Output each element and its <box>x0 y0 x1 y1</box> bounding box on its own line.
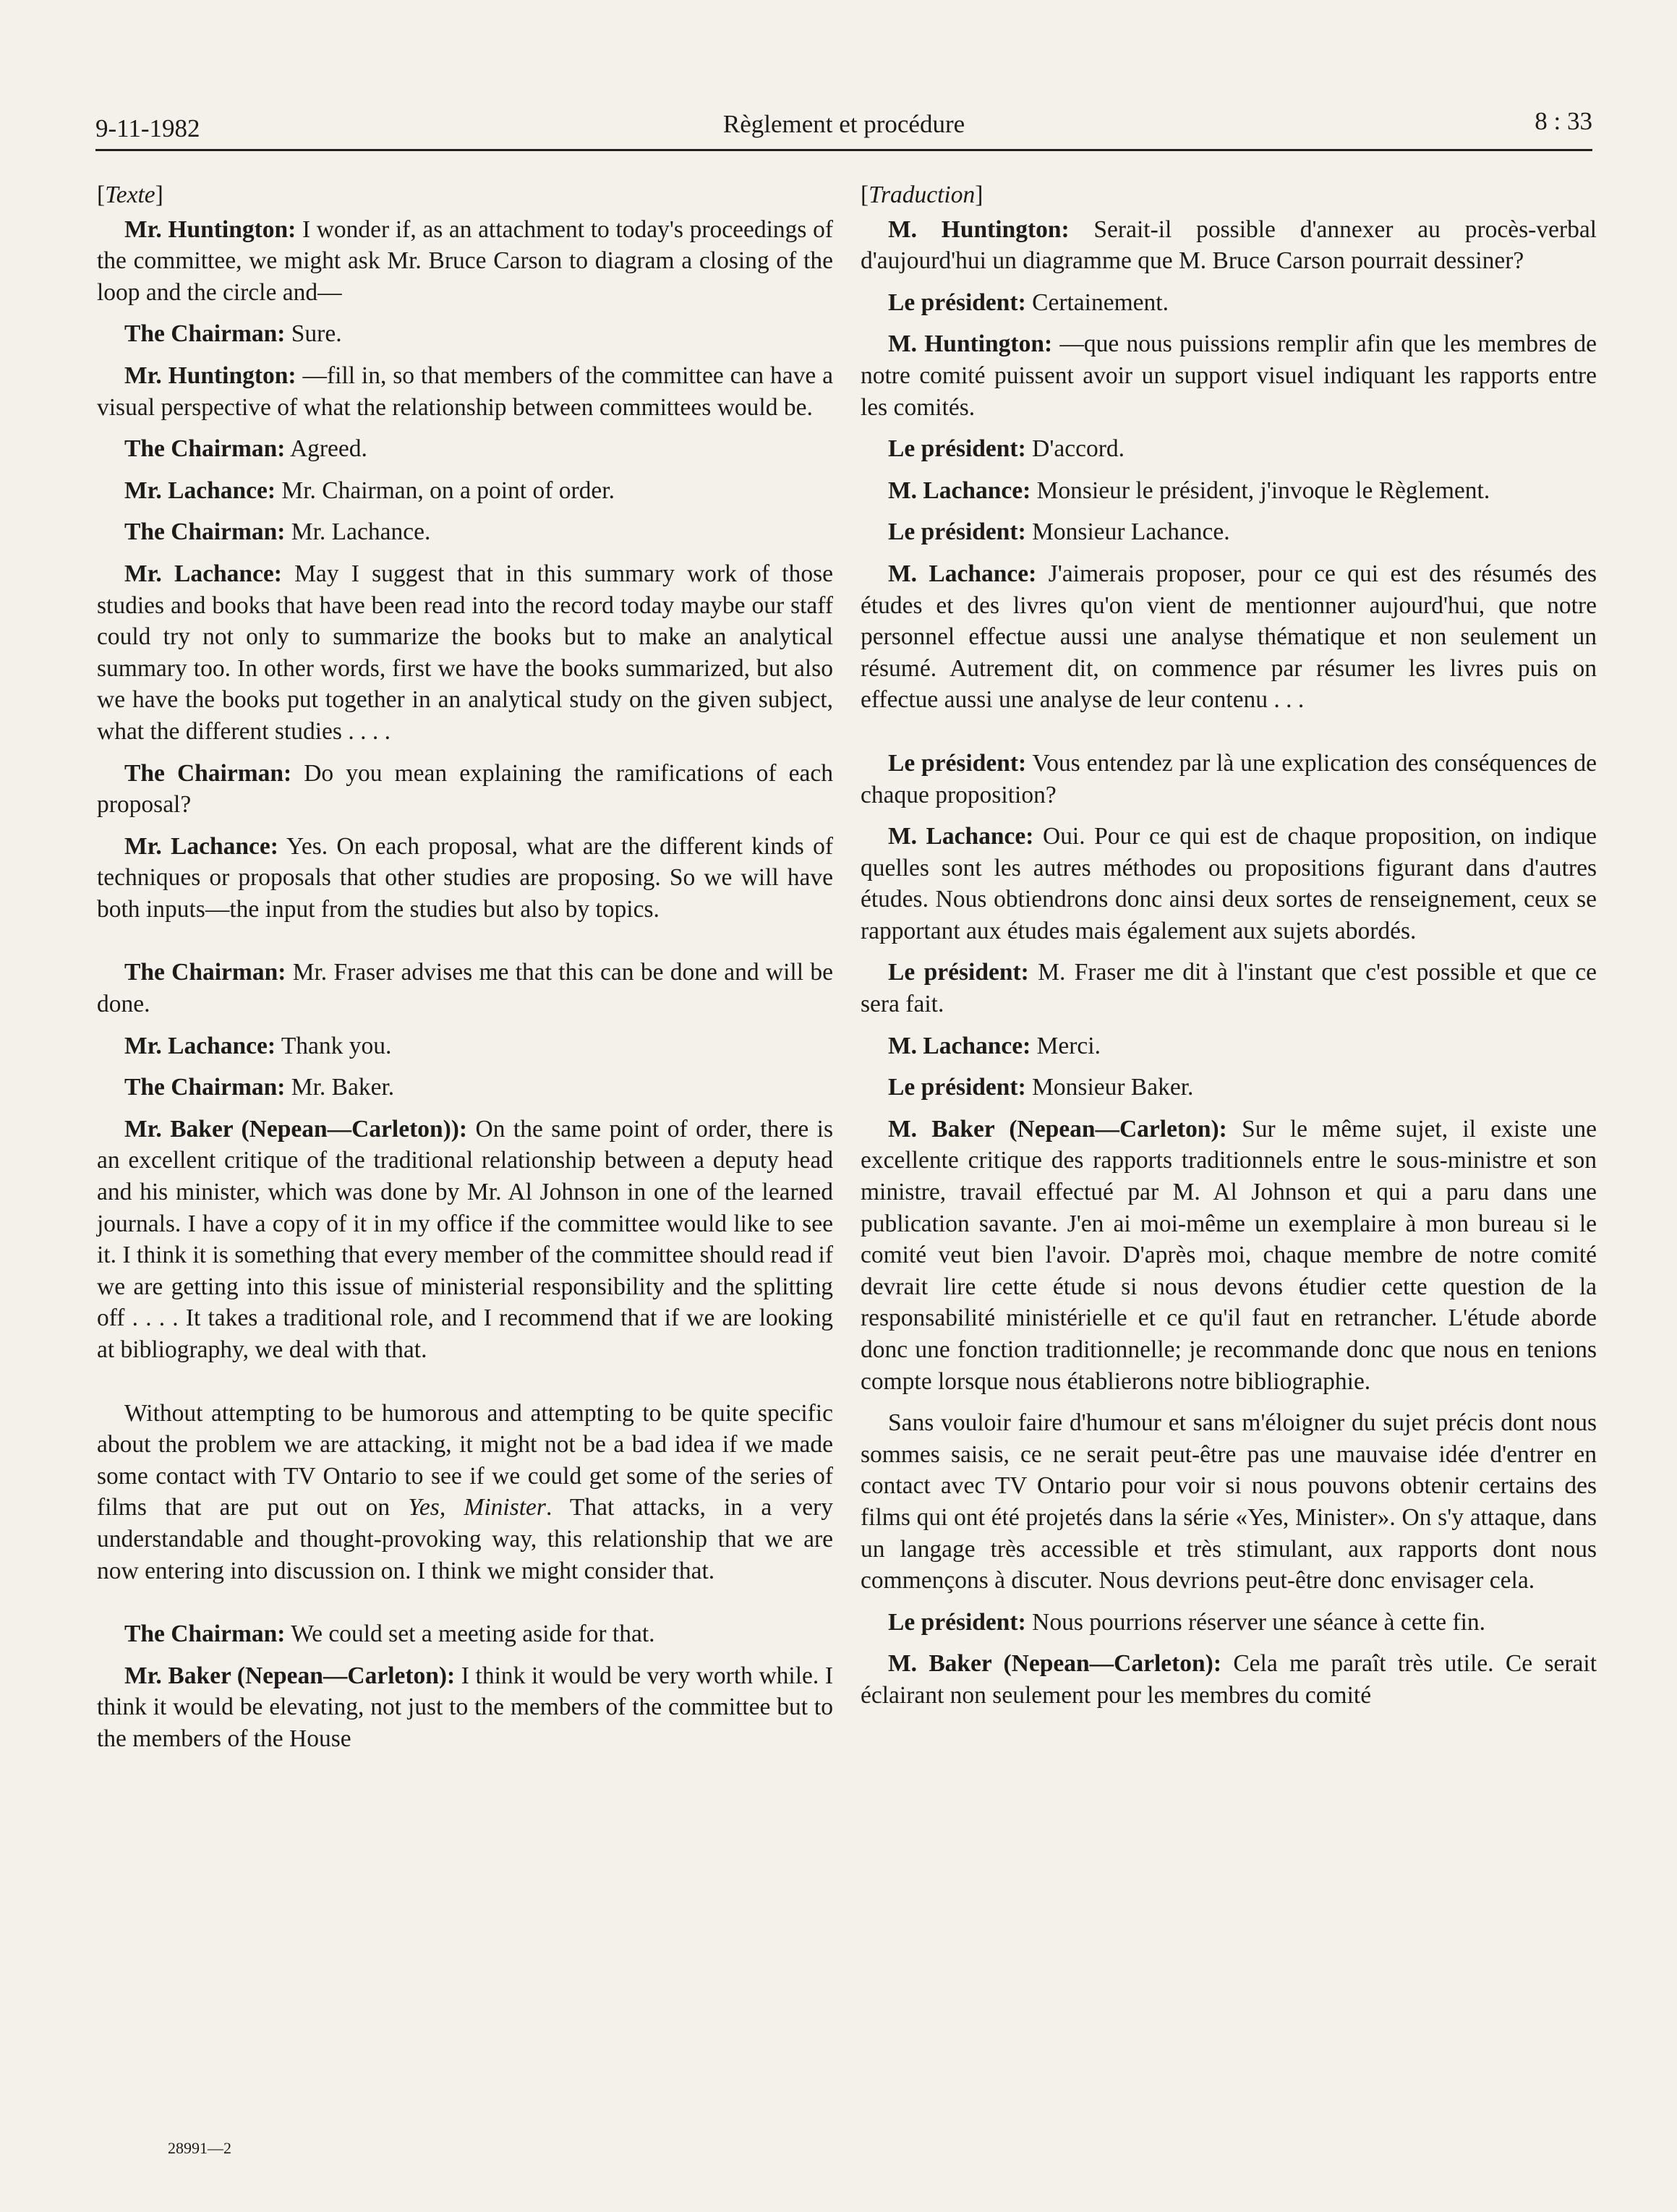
speaker-name: Le président: <box>888 289 1026 316</box>
speaker-name: Mr. Huntington: <box>124 215 296 243</box>
speech-text: Monsieur Lachance. <box>1025 518 1230 546</box>
speaker-name: Mr. Lachance: <box>124 832 278 860</box>
speaker-name: The Chairman: <box>124 518 286 546</box>
paragraph <box>97 433 833 465</box>
paragraph <box>861 214 1597 277</box>
paragraph <box>97 1072 833 1103</box>
speaker-name: M. Lachance: <box>888 1032 1031 1059</box>
paragraph <box>97 1660 833 1755</box>
speech-text: Sur le même sujet, il existe une excellente critique des rapports traditionnels entre le sous-ministre et son ministre, travail effectué par M. Al Johnson et qui a paru dans une publication savante. J'en ai moi-même un exemplaire à mon bureau si le comité veut bien l'avoir. D'après moi, chaque membre de notre comité devrait lire cette étude si nous devons étudier cette question de la responsabilité ministérielle et ce qu'il faut en retrancher. L'étude aborde donc une fonction traditionnelle; je recommande donc que nous en tenions compte lorsque nous établierons notre bibliographie. <box>861 1115 1597 1395</box>
paragraph <box>861 748 1597 811</box>
speaker-name: M. Huntington: <box>888 215 1070 243</box>
french-column <box>861 179 1597 1722</box>
series-title: Yes, Minister <box>408 1494 546 1521</box>
speaker-name: Le président: <box>888 435 1026 463</box>
footer-code: 28991—2 <box>168 2139 231 2157</box>
paragraph <box>861 516 1597 548</box>
speech-text: Vous entendez par là une explication des conséquences de chaque proposition? <box>861 749 1597 808</box>
speech-text: Mr. Chairman, on a point of order. <box>276 477 615 504</box>
column-label-text: Texte <box>105 182 155 208</box>
paragraph <box>861 1407 1597 1597</box>
speech-text: Thank you. <box>276 1032 392 1059</box>
paragraph <box>861 558 1597 716</box>
paragraph <box>861 1072 1597 1103</box>
speaker-name: Mr. Lachance: <box>124 477 276 504</box>
speaker-name: The Chairman: <box>124 759 292 787</box>
speaker-name: Le président: <box>888 1074 1026 1101</box>
speaker-name: M. Baker (Nepean—Carleton): <box>888 1115 1227 1143</box>
paragraph <box>97 475 833 507</box>
paragraph <box>97 360 833 423</box>
speaker-name: Le président: <box>888 1608 1026 1636</box>
column-label: [Texte] <box>97 182 163 208</box>
paragraph <box>861 1114 1597 1397</box>
speech-text: Do you mean explaining the ramifications of each proposal? <box>97 759 833 819</box>
paragraph <box>97 1030 833 1062</box>
speech-text: May I suggest that in this summary work of those studies and books that have been read into the record today maybe our staff could try not only to summarize the books but to make an analytical summary too. In other words, first we have the books summarized, but also we have the books put together in an analytical study on the given subject, what the different studies . . . . <box>97 560 833 745</box>
speech-text: . That attacks, in a very understandable and thought-provoking way, this relationship that we are now entering into discussion on. I think we might consider that. <box>97 1494 834 1584</box>
column-label-text: Traduction <box>869 182 976 208</box>
speaker-name: The Chairman: <box>124 1620 286 1648</box>
column-label: [Traduction] <box>861 182 983 208</box>
paragraph <box>97 1398 833 1587</box>
speech-text: M. Fraser me dit à l'instant que c'est possible et que ce sera fait. <box>861 959 1597 1018</box>
speaker-name: Le président: <box>888 959 1029 986</box>
speaker-name: Mr. Lachance: <box>124 1032 276 1059</box>
speech-text: Mr. Lachance. <box>285 518 431 546</box>
speech-text: Mr. Fraser advises me that this can be done and will be done. <box>97 959 833 1018</box>
speaker-name: Mr. Baker (Nepean—Carleton): <box>124 1662 456 1689</box>
speech-text: D'accord. <box>1025 435 1125 463</box>
speaker-name: Le président: <box>888 749 1027 777</box>
paragraph <box>861 1607 1597 1639</box>
speaker-name: M. Huntington: <box>888 330 1053 358</box>
speaker-name: The Chairman: <box>124 320 286 348</box>
speech-text: I think it would be very worth while. I think it would be elevating, not just to the members of the committee but to the members of the House <box>97 1662 833 1752</box>
header-title: Règlement et procédure <box>722 110 965 138</box>
paragraph <box>97 318 833 350</box>
speech-text: On the same point of order, there is an excellent critique of the traditional relationship between a deputy head and his minister, which was done by Mr. Al Johnson in one of the learned journals. I have a copy of it in my office if the committee would like to see it. I think it is something that every member of the committee should read if we are getting into this issue of ministerial responsibility and the splitting off . . . . It takes a traditional role, and I recommend that if we are looking at bibliography, we deal with that. <box>97 1115 833 1363</box>
speaker-name: Le président: <box>888 518 1026 546</box>
paragraph <box>861 475 1597 507</box>
speech-text: —fill in, so that members of the committee can have a visual perspective of what the relationship between committees would be. <box>97 362 833 421</box>
english-column <box>97 179 833 1765</box>
speech-text: I wonder if, as an attachment to today's proceedings of the committee, we might ask Mr. Bruce Carson to diagram a closing of the loop and the circle and— <box>97 215 833 306</box>
speaker-name: The Chairman: <box>124 959 286 986</box>
paragraph <box>97 1618 833 1650</box>
speech-text: Without attempting to be humorous and attempting to be quite specific about the problem we are attacking, it might not be a bad idea if we made some contact with TV Ontario to see if we could get some of the series of films that are put out on <box>97 1399 833 1521</box>
paragraph <box>97 758 833 821</box>
speech-text: Sans vouloir faire d'humour et sans m'éloigner du sujet précis dont nous sommes saisis, ce ne serait peut-être pas une mauvaise idée d'entrer en contact avec TV Ontario pour voir si nous pouvons obtenir certains des films qui ont été projetés dans la série «Yes, Minister». On s'y attaque, dans un langage très accessible et très stimulant, aux rapports dont nous commençons à discuter. Nous devrions peut-être donc envisager cela. <box>861 1409 1597 1594</box>
paragraph <box>97 558 833 748</box>
speech-text: Mr. Baker. <box>285 1074 395 1101</box>
speech-text: Monsieur le président, j'invoque le Règlement. <box>1030 477 1490 504</box>
speaker-name: Mr. Lachance: <box>124 560 282 587</box>
paragraph <box>97 1114 833 1366</box>
speaker-name: M. Baker (Nepean—Carleton): <box>888 1650 1221 1678</box>
speech-text: Cela me paraît très utile. Ce serait éclairant non seulement pour les membres du comité <box>861 1650 1597 1709</box>
paragraph <box>97 831 833 926</box>
speech-text: J'aimerais proposer, pour ce qui est des résumés des études et des livres qu'on vient de mentionner aujourd'hui, que notre personnel effectue aussi une analyse thématique et non seulement un résumé. Autrement dit, on commence par résumer les livres puis on effectue aussi une analyse de leur contenu . . . <box>861 560 1597 714</box>
speech-text: Nous pourrions réserver une séance à cette fin. <box>1025 1608 1486 1636</box>
running-header <box>95 107 1592 152</box>
header-page-number: 8 : 33 <box>1535 107 1592 135</box>
paragraph <box>861 287 1597 319</box>
speech-text: Merci. <box>1030 1032 1101 1059</box>
speaker-name: The Chairman: <box>124 1074 286 1101</box>
paragraph <box>97 957 833 1020</box>
speech-text: Serait-il possible d'annexer au procès-verbal d'aujourd'hui un diagramme que M. Bruce Carson pourrait dessiner? <box>861 215 1597 275</box>
speech-text: Yes. On each proposal, what are the different kinds of techniques or proposals that other studies are proposing. So we will have both inputs—the input from the studies but also by topics. <box>97 832 833 923</box>
speaker-name: M. Lachance: <box>888 823 1034 850</box>
paragraph <box>861 821 1597 947</box>
speech-text: We could set a meeting aside for that. <box>285 1620 655 1648</box>
header-rule <box>95 149 1592 151</box>
paragraph <box>861 957 1597 1020</box>
speech-text: Agreed. <box>285 435 367 463</box>
paragraph <box>861 328 1597 423</box>
speech-text: —que nous puissions remplir afin que les membres de notre comité puissent avoir un support visuel indiquant les rapports entre les comités. <box>861 330 1597 421</box>
speaker-name: M. Lachance: <box>888 477 1031 504</box>
header-date: 9-11-1982 <box>95 114 200 142</box>
paragraph <box>861 1648 1597 1711</box>
speaker-name: M. Lachance: <box>888 560 1037 587</box>
paragraph <box>97 516 833 548</box>
paragraph <box>861 1030 1597 1062</box>
speech-text: Certainement. <box>1025 289 1169 316</box>
paragraph <box>861 433 1597 465</box>
paragraph <box>97 214 833 309</box>
speaker-name: Mr. Huntington: <box>124 362 296 389</box>
speaker-name: Mr. Baker (Nepean—Carleton)): <box>124 1115 468 1143</box>
speaker-name: The Chairman: <box>124 435 286 463</box>
speech-text: Sure. <box>285 320 342 348</box>
speech-text: Monsieur Baker. <box>1025 1074 1194 1101</box>
speech-text: Oui. Pour ce qui est de chaque proposition, on indique quelles sont les autres méthodes ou propositions figurant dans d'autres études. Nous obtiendrons donc ainsi deux sortes de renseignement, ceux se rapportant aux études mais également aux sujets abordés. <box>861 823 1597 944</box>
